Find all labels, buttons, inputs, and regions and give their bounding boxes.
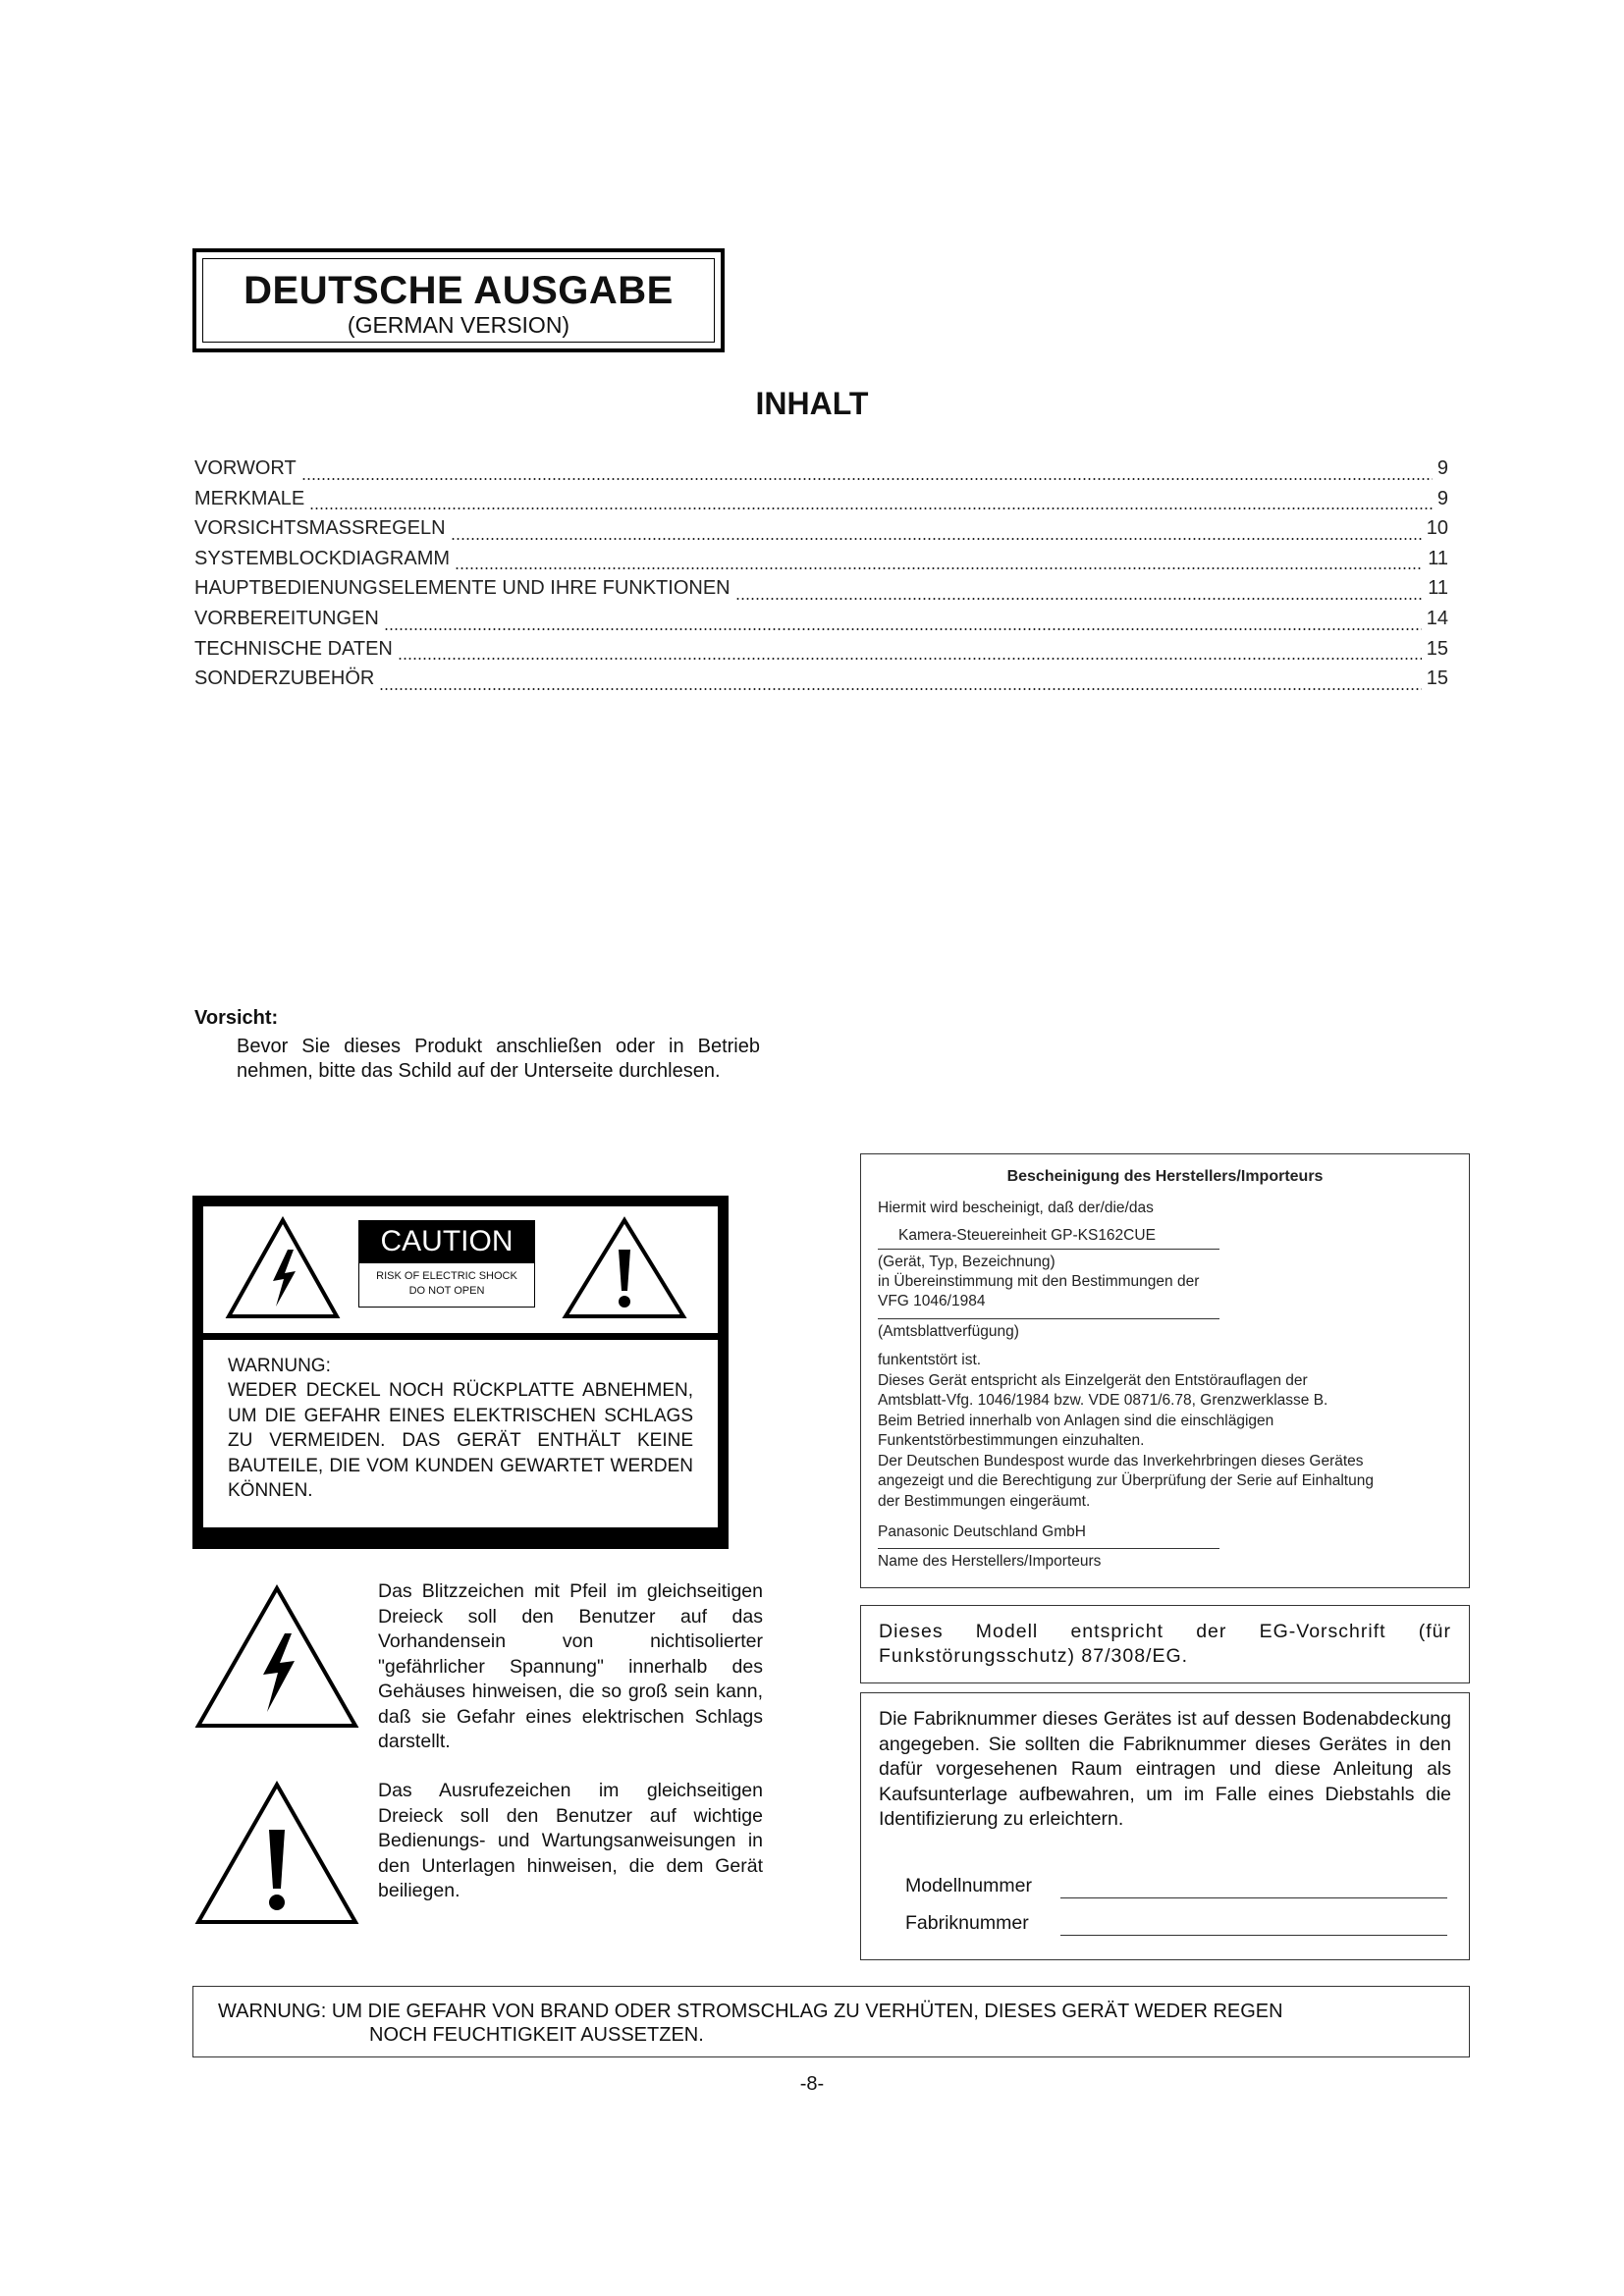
toc-leader [379,688,1421,690]
toc-entry-page: 15 [1426,637,1448,660]
toc-entry-label: HAUPTBEDIENUNGSELEMENTE UND IHRE FUNKTIONEN [194,577,731,600]
toc-entry[interactable] [194,517,1448,548]
toc-entry-page: 11 [1428,547,1448,569]
vorsicht-text: Bevor Sie dieses Produkt anschließen oder in Betrieb nehmen, bitte das Schild auf der Unterseite durchlesen. [237,1036,760,1082]
manufacturer-certificate [860,1153,1470,1588]
certificate-body-line: Dieses Gerät entspricht als Einzelgerät den Entstörauflagen der [878,1371,1308,1389]
caution-risk-line: RISK OF ELECTRIC SHOCK [376,1270,517,1282]
toc-entry-label: MERKMALE [194,487,305,509]
certificate-manufacturer: Panasonic Deutschland GmbH [878,1523,1086,1540]
caution-word: CAUTION [358,1220,535,1262]
warning-body: WEDER DECKEL NOCH RÜCKPLATTE ABNEHMEN, UM DIE GEFAHR EINES ELEKTRISCHEN SCHLAGS ZU VERMEIDEN. DAS GERÄT ENTHÄLT KEINE BAUTEILE, DIE VOM KUNDEN GEWARTET WERDEN KÖNNEN. [228,1380,693,1501]
fire-shock-warning [192,1986,1470,2057]
exclamation-warning-icon [562,1216,687,1320]
serial-number-label: Fabriknummer [905,1912,1029,1934]
certificate-device-caption: (Gerät, Typ, Bezeichnung) [878,1254,1056,1270]
toc-entry-page: 15 [1426,667,1448,690]
toc-entry[interactable] [194,667,1448,698]
certificate-body-line: Funkentstörbestimmungen einzuhalten. [878,1432,1145,1449]
title-box-inner [202,258,715,343]
model-number-label: Modellnummer [905,1875,1032,1896]
serial-number-instructions: Die Fabriknummer dieses Gerätes ist auf dessen Bodenabdeckung angegeben. Sie sollten die Fabriknummer dieses Gerätes in den dafür vorgesehenen Raum eintragen und diese Anleitung als Kaufsunterlage aufbewahren, um im Falle eines Diebstahls die Identifizierung zu erleichtern. [879,1708,1451,1830]
document-subtitle: (GERMAN VERSION) [347,312,570,338]
certificate-body [878,1351,1457,1512]
toc-entry-label: VORSICHTSMASSREGELN [194,517,446,540]
title-box [192,248,725,352]
certificate-vfg: VFG 1046/1984 [878,1293,986,1309]
exclamation-symbol-explanation: Das Ausrufezeichen im gleichseitigen Dreieck soll den Benutzer auf wichtige Bedienungs- und Wartungsanweisungen in den Unterlagen hinweisen, die dem Gerät beiliegen. [378,1780,763,1901]
model-number-field[interactable] [1060,1897,1447,1898]
certificate-rule [878,1318,1219,1319]
fire-shock-warning-line: WARNUNG: UM DIE GEFAHR VON BRAND ODER STROMSCHLAG ZU VERHÜTEN, DIESES GERÄT WEDER REGEN [218,2001,1283,2022]
toc-leader [451,538,1422,540]
toc-entry[interactable] [194,608,1448,638]
caution-risk-line: DO NOT OPEN [408,1285,485,1297]
certificate-body-line: funkentstört ist. [878,1352,982,1368]
lightning-symbol-explanation: Das Blitzzeichen mit Pfeil im gleichseitigen Dreieck soll den Benutzer auf das Vorhandensein von nichtisolierter "gefährlicher Spannung" innerhalb des Gehäuses hinweisen, die so groß sein kann, daß sie Gefahr eines elektrischen Schlags darstellt. [378,1580,763,1752]
toc-entry-page: 11 [1428,577,1448,600]
toc-entry-page: 9 [1436,487,1448,509]
certificate-title: Bescheinigung des Herstellers/Importeurs [1006,1168,1324,1185]
certificate-line: in Übereinstimmung mit den Bestimmungen der [878,1273,1200,1290]
toc-leader [398,658,1422,660]
toc-entry-page: 9 [1436,457,1448,479]
toc-entry[interactable] [194,457,1448,488]
toc-entry-page: 14 [1426,607,1448,629]
warning-heading: WARNUNG: [228,1356,331,1376]
electric-shock-warning-icon [225,1216,341,1320]
serial-number-field[interactable] [1060,1935,1447,1936]
certificate-body-line: der Bestimmungen eingeräumt. [878,1492,1091,1510]
certificate-rule [878,1249,1219,1250]
certificate-body-line: Amtsblatt-Vfg. 1046/1984 bzw. VDE 0871/6.78, Grenzwerklasse B. [878,1392,1328,1409]
exclamation-triangle-icon [192,1779,361,1928]
toc-entry-label: VORWORT [194,457,297,479]
certificate-manufacturer-caption: Name des Herstellers/Importeurs [878,1553,1102,1570]
toc-heading: INHALT [755,386,869,421]
toc-entry-label: SYSTEMBLOCKDIAGRAMM [194,547,451,569]
toc-leader [455,567,1423,569]
toc-entry[interactable] [194,488,1448,518]
certificate-body-line: Beim Betried innerhalb von Anlagen sind die einschlägigen [878,1412,1274,1429]
certificate-rule [878,1548,1219,1549]
toc-leader [384,628,1422,630]
toc-entry-label: TECHNISCHE DATEN [194,637,393,660]
lightning-triangle-icon [192,1582,361,1732]
caution-risk-text [358,1262,535,1308]
certificate-intro: Hiermit wird bescheinigt, daß der/die/das [878,1200,1154,1216]
vorsicht-heading: Vorsicht: [194,1007,279,1029]
caution-label [192,1196,729,1549]
caution-label-bottom [203,1340,718,1527]
toc-entry[interactable] [194,548,1448,578]
toc-leader [309,507,1433,509]
document-title: DEUTSCHE AUSGABE [244,269,674,312]
eg-notice: Dieses Modell entspricht der EG-Vorschrift (für Funkstörungsschutz) 87/308/EG. [860,1605,1470,1683]
toc-entry-label: VORBEREITUNGEN [194,607,379,629]
toc-entry[interactable] [194,577,1448,608]
certificate-body-line: Der Deutschen Bundespost wurde das Inverkehrbringen dieses Gerätes [878,1452,1364,1469]
toc-leader [301,478,1433,480]
toc-entry-label: SONDERZUBEHÖR [194,667,375,690]
caution-label-top [203,1206,718,1333]
toc-entry[interactable] [194,638,1448,668]
page-number: -8- [799,2073,825,2095]
certificate-vfg-caption: (Amtsblattverfügung) [878,1323,1019,1340]
fire-shock-warning-line: NOCH FEUCHTIGKEIT AUSSETZEN. [369,2024,704,2046]
toc-leader [735,598,1424,600]
certificate-device: Kamera-Steuereinheit GP-KS162CUE [898,1227,1156,1244]
table-of-contents [194,457,1448,698]
certificate-body-line: angezeigt und die Berechtigung zur Überprüfung der Serie auf Einhaltung [878,1472,1374,1489]
serial-number-box [860,1692,1470,1960]
toc-entry-page: 10 [1426,517,1448,540]
